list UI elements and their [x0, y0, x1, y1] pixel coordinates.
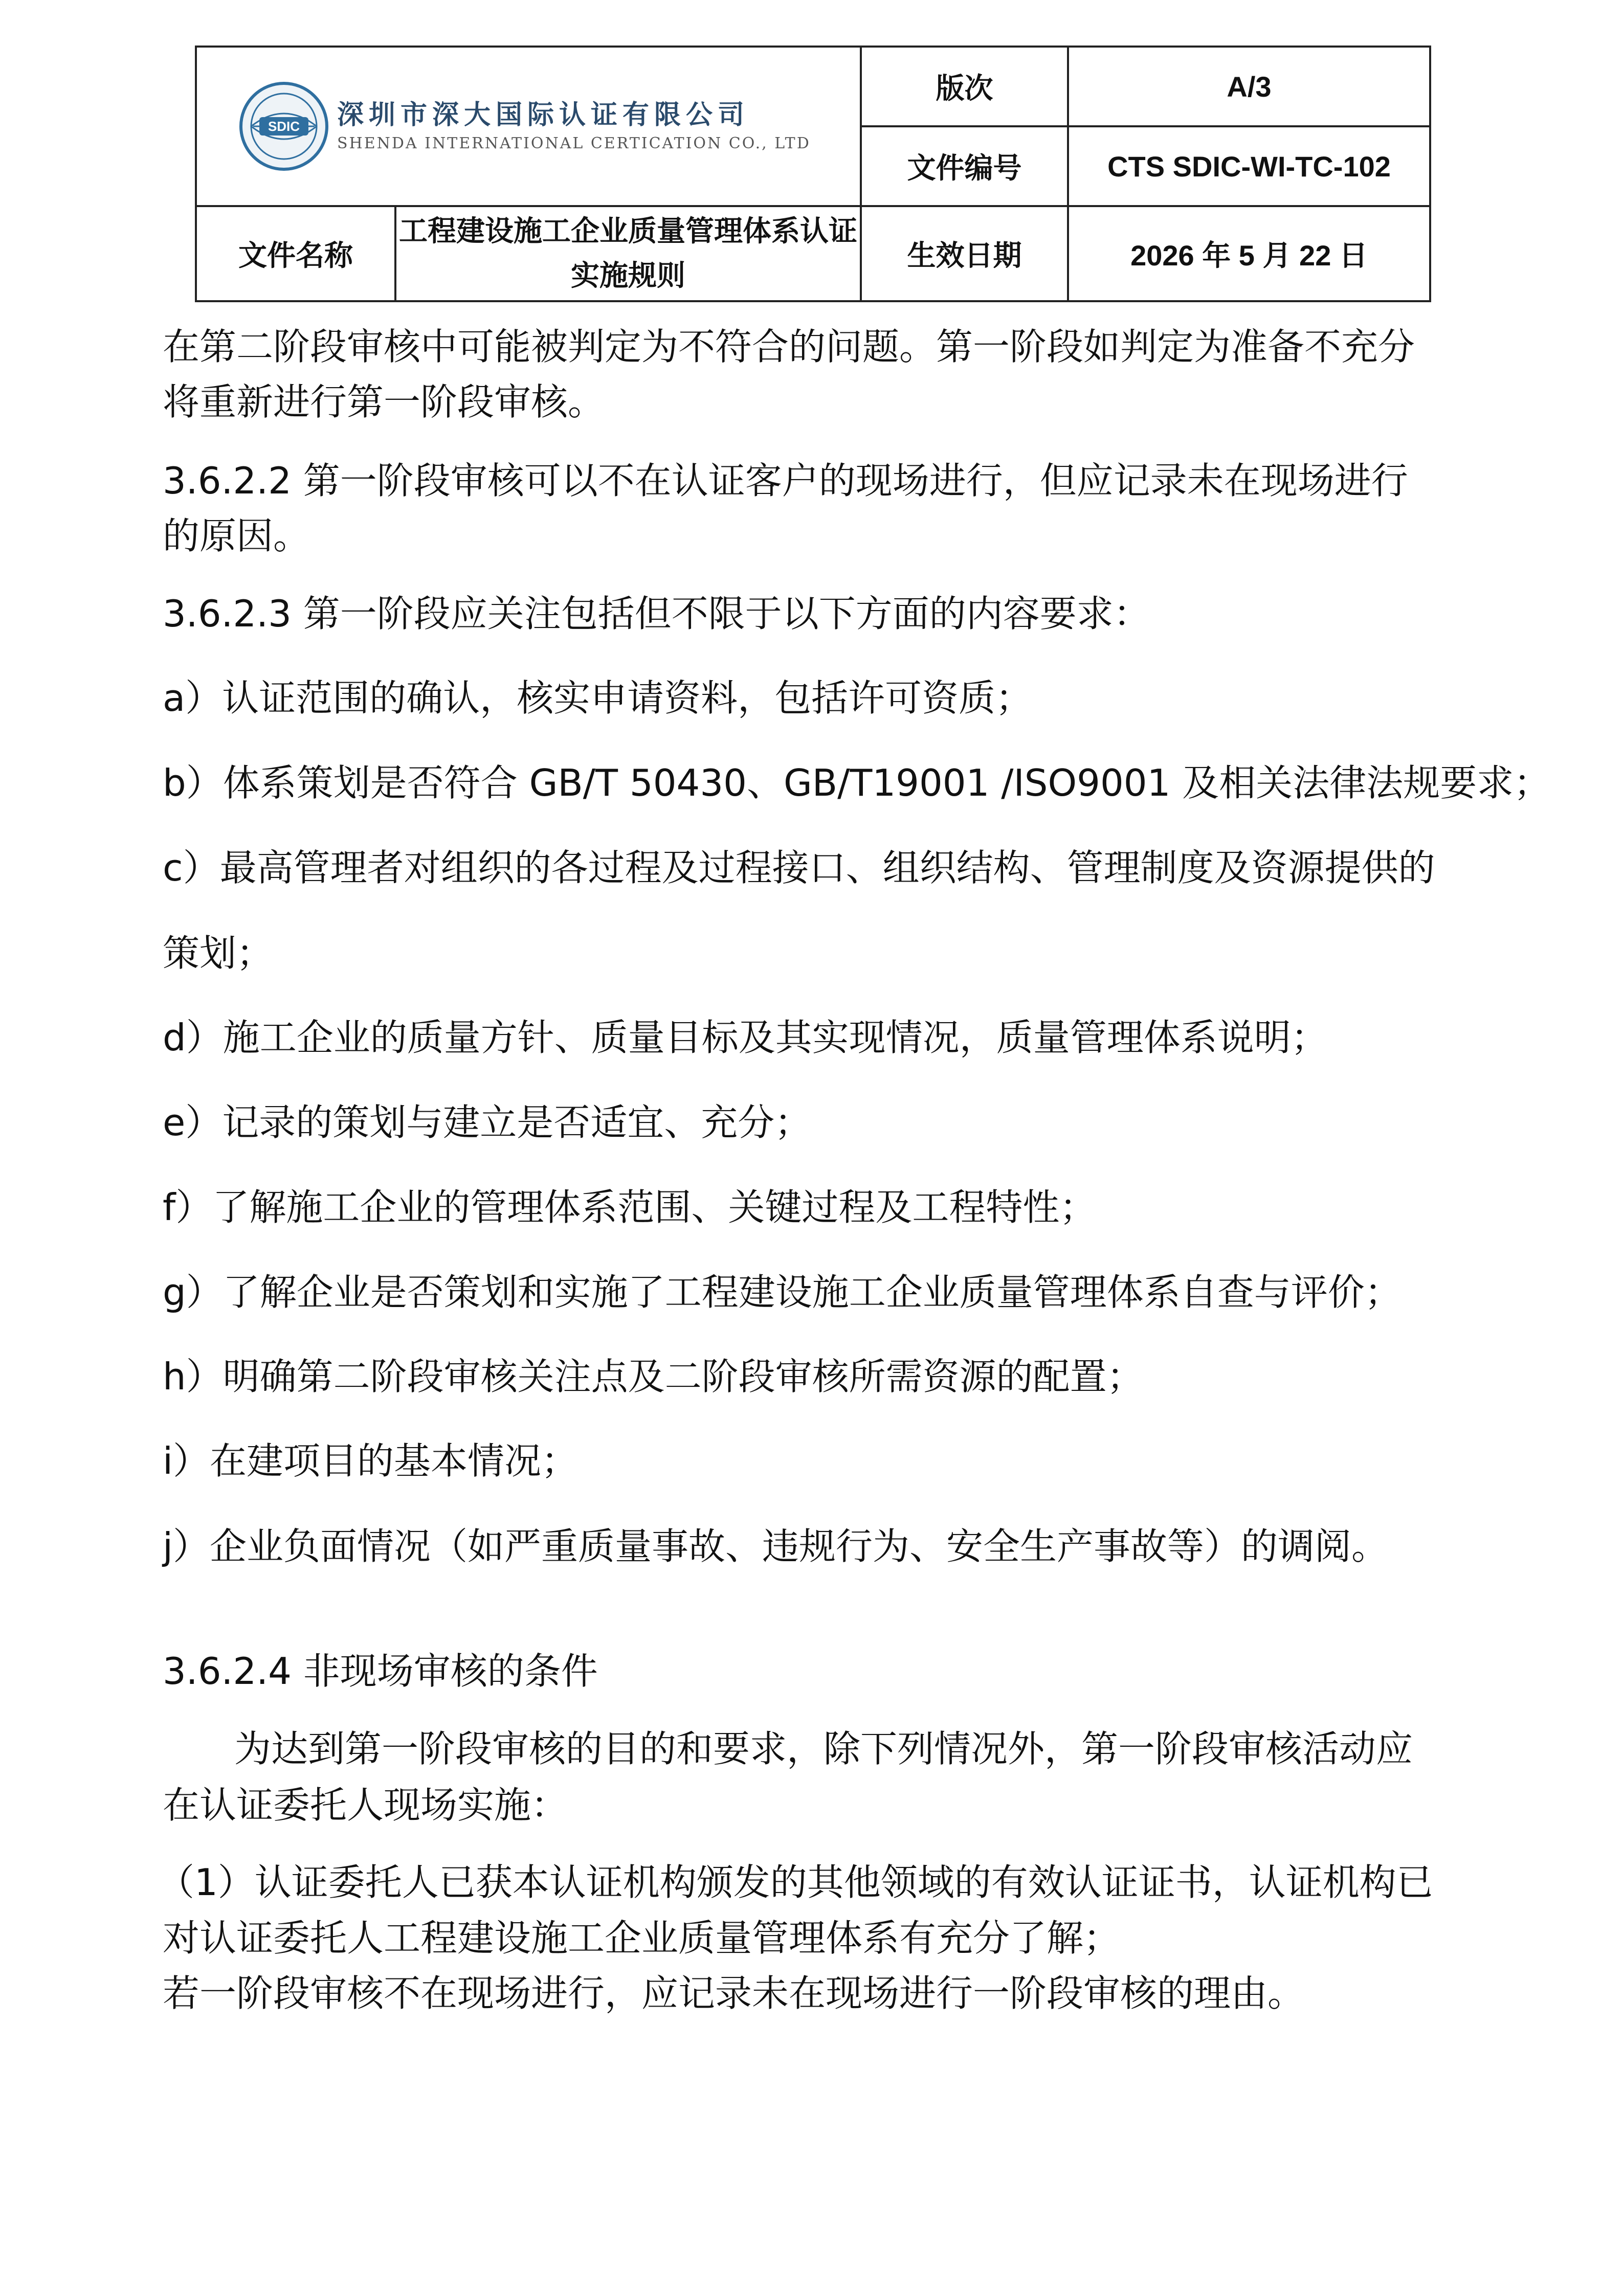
paragraph-line: 的原因。 [163, 514, 310, 557]
doc-name-value: 工程建设施工企业质量管理体系认证实施规则 [395, 206, 861, 301]
list-item-f: f）了解施工企业的管理体系范围、关键过程及工程特性； [163, 1186, 1097, 1229]
section-3-6-2-3: 3.6.2.3 第一阶段应关注包括但不限于以下方面的内容要求： [163, 592, 1150, 635]
doc-name-label: 文件名称 [196, 206, 395, 301]
paragraph-line: （1）认证委托人已获本认证机构颁发的其他领域的有效认证证书，认证机构已 [158, 1861, 1433, 1904]
effective-date-label: 生效日期 [861, 206, 1068, 301]
company-name-cn: 深圳市深大国际认证有限公司 [337, 99, 750, 130]
paragraph-line: 若一阶段审核不在现场进行，应记录未在现场进行一阶段审核的理由。 [163, 1972, 1305, 2015]
list-item-b: b）体系策划是否符合 GB/T 50430、GB/T19001 /ISO9001 及相关法律法规要求； [163, 761, 1551, 804]
version-label: 版次 [861, 47, 1068, 126]
list-item-h: h）明确第二阶段审核关注点及二阶段审核所需资源的配置； [163, 1355, 1144, 1398]
document-header-table [195, 46, 1431, 302]
paragraph-line: 在认证委托人现场实施： [163, 1784, 568, 1827]
logo-text: SDIC [268, 119, 300, 134]
list-item-d: d）施工企业的质量方针、质量目标及其实现情况，质量管理体系说明； [163, 1016, 1328, 1059]
list-item-i: i）在建项目的基本情况； [163, 1439, 579, 1482]
company-name-en: SHENDA INTERNATIONAL CERTICATION CO., LTD [337, 134, 811, 153]
paragraph-line: 在第二阶段审核中可能被判定为不符合的问题。第一阶段如判定为准备不充分 [163, 325, 1415, 368]
section-3-6-2-2: 3.6.2.2 第一阶段审核可以不在认证客户的现场进行，但应记录未在现场进行 [163, 459, 1408, 502]
list-item-a: a）认证范围的确认，核实申请资料，包括许可资质； [163, 677, 1033, 719]
list-item-c: c）最高管理者对组织的各过程及过程接口、组织结构、管理制度及资源提供的 [163, 846, 1435, 889]
list-item-e: e）记录的策划与建立是否适宜、充分； [163, 1101, 812, 1144]
doc-number-value: CTS SDIC-WI-TC-102 [1068, 126, 1430, 206]
list-item-g: g）了解企业是否策划和实施了工程建设施工企业质量管理体系自查与评价； [163, 1271, 1401, 1314]
list-item-j: j）企业负面情况（如严重质量事故、违规行为、安全生产事故等）的调阅。 [163, 1525, 1389, 1568]
company-logo-emblem [238, 80, 330, 172]
paragraph-line: 为达到第一阶段审核的目的和要求，除下列情况外，第一阶段审核活动应 [234, 1727, 1413, 1770]
version-value: A/3 [1068, 47, 1430, 126]
doc-number-label: 文件编号 [861, 126, 1068, 206]
effective-date-value: 2026 年 5 月 22 日 [1068, 206, 1430, 301]
paragraph-line: 将重新进行第一阶段审核。 [163, 380, 605, 423]
paragraph-line: 对认证委托人工程建设施工企业质量管理体系有充分了解； [163, 1917, 1121, 1960]
list-item-c-cont: 策划； [163, 932, 274, 975]
company-logo-cell [196, 47, 861, 206]
section-3-6-2-4: 3.6.2.4 非现场审核的条件 [163, 1650, 598, 1693]
